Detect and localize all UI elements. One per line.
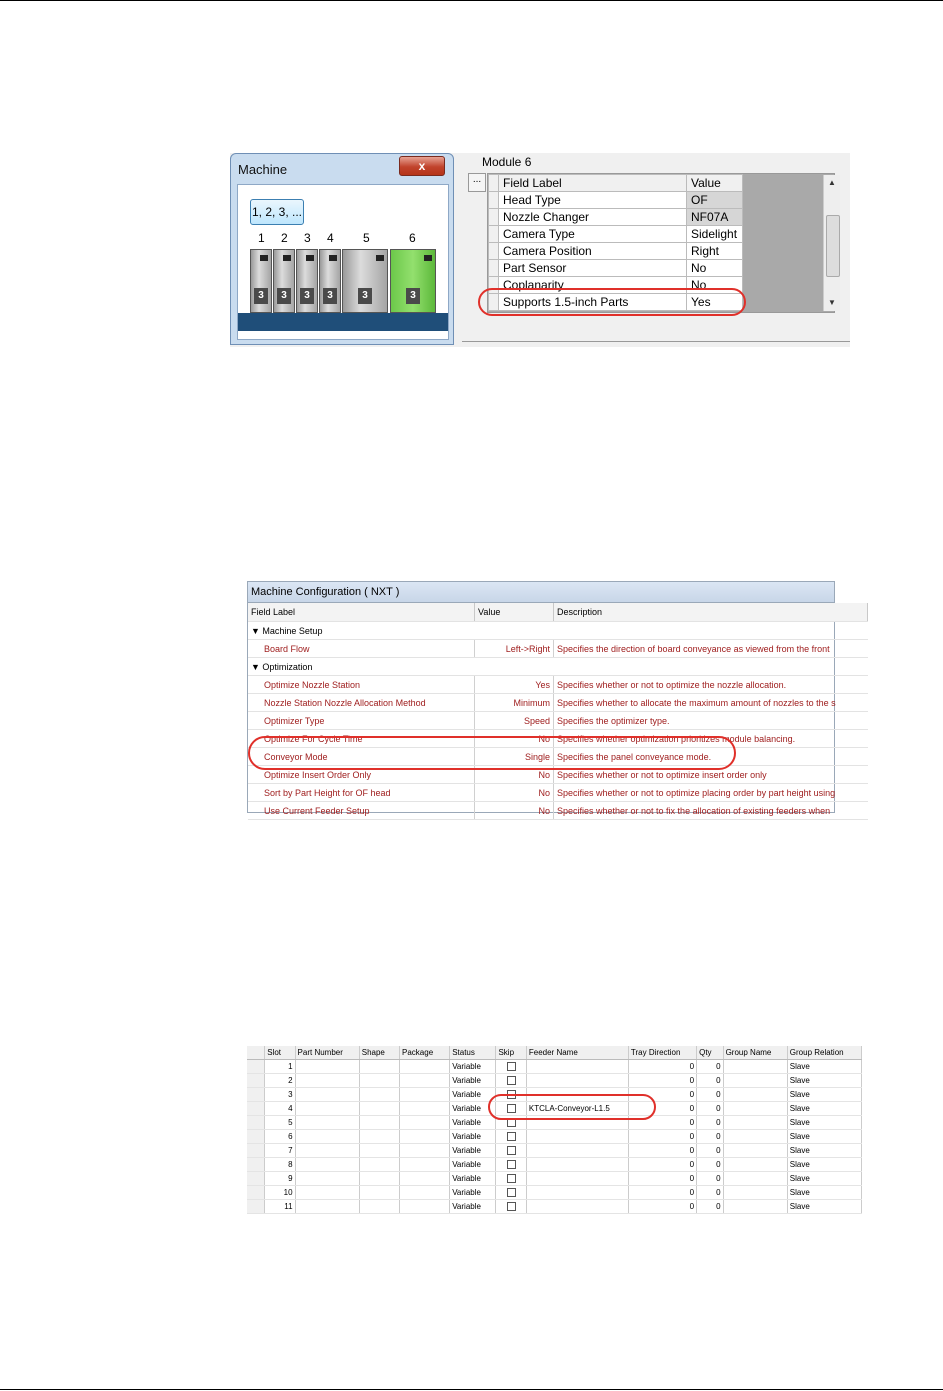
field-label-header: Field Label	[499, 175, 687, 192]
feeder-name-cell	[526, 1144, 628, 1158]
grid-row[interactable]	[489, 226, 743, 243]
shape-cell	[359, 1060, 399, 1074]
row-header-cell	[247, 1158, 265, 1172]
skip-header: Skip	[496, 1046, 526, 1060]
field-label: Nozzle Changer	[499, 209, 687, 226]
field-value: Right	[687, 243, 743, 260]
group-name-cell	[723, 1088, 787, 1102]
slot-number: 7	[265, 1144, 295, 1158]
status-led	[260, 255, 268, 261]
shape-cell	[359, 1088, 399, 1102]
shape-cell	[359, 1130, 399, 1144]
checkbox-icon[interactable]	[507, 1132, 516, 1141]
module-1[interactable]	[250, 249, 272, 313]
field-value: No	[475, 802, 554, 820]
skip-checkbox[interactable]	[496, 1144, 526, 1158]
row-header-cell	[247, 1200, 265, 1214]
grid-row[interactable]	[489, 209, 743, 226]
conveyor-base	[238, 313, 448, 331]
tray-direction-cell: 0	[628, 1172, 696, 1186]
part-number-cell	[295, 1158, 359, 1172]
tray-direction-cell: 0	[628, 1088, 696, 1102]
group-relation-cell: Slave	[787, 1158, 861, 1172]
package-cell	[400, 1116, 450, 1130]
config-table	[248, 603, 868, 820]
checkbox-icon[interactable]	[507, 1076, 516, 1085]
package-cell	[400, 1074, 450, 1088]
value-header: Value	[475, 603, 554, 622]
module-number-6: 6	[409, 231, 416, 245]
status-header: Status	[450, 1046, 496, 1060]
slot-grid-screenshot	[247, 1046, 862, 1211]
package-cell	[400, 1130, 450, 1144]
status-cell: Variable	[450, 1186, 496, 1200]
slot-number: 10	[265, 1186, 295, 1200]
group-row-optimization[interactable]	[248, 658, 868, 676]
config-title: Machine Configuration ( NXT )	[248, 582, 834, 603]
tray-direction-cell: 0	[628, 1144, 696, 1158]
description-header: Description	[554, 603, 868, 622]
row-header-cell	[489, 192, 499, 209]
row-header-cell	[489, 260, 499, 277]
checkbox-icon[interactable]	[507, 1174, 516, 1183]
slot-number: 6	[265, 1130, 295, 1144]
field-label: Head Type	[499, 192, 687, 209]
field-label: Coplanarity	[499, 277, 687, 294]
module-3[interactable]	[296, 249, 318, 313]
row-header-cell	[247, 1046, 265, 1060]
part-number-cell	[295, 1200, 359, 1214]
slot-row[interactable]	[247, 1074, 862, 1088]
status-cell: Variable	[450, 1172, 496, 1186]
status-cell: Variable	[450, 1158, 496, 1172]
highlight-ring	[478, 288, 746, 316]
field-label: Sort by Part Height for OF head	[248, 784, 475, 802]
qty-cell: 0	[697, 1116, 723, 1130]
vertical-scrollbar[interactable]	[823, 175, 840, 311]
module-number-5: 5	[363, 231, 370, 245]
skip-checkbox[interactable]	[496, 1074, 526, 1088]
shape-cell	[359, 1158, 399, 1172]
slot-number: 8	[265, 1158, 295, 1172]
row-header-cell	[489, 175, 499, 192]
field-value: No	[475, 730, 554, 748]
shape-cell	[359, 1144, 399, 1158]
module-6[interactable]	[390, 249, 436, 313]
field-value: Left->Right	[475, 640, 554, 658]
slot-row[interactable]	[247, 1130, 862, 1144]
status-led	[306, 255, 314, 261]
config-row[interactable]	[248, 802, 868, 820]
status-led	[329, 255, 337, 261]
group-name-cell	[723, 1102, 787, 1116]
qty-cell: 0	[697, 1130, 723, 1144]
tray-direction-cell: 0	[628, 1130, 696, 1144]
part-number-cell	[295, 1186, 359, 1200]
slot-row[interactable]	[247, 1172, 862, 1186]
field-description: Specifies whether optimization prioritizes module balancing.	[554, 730, 868, 748]
status-cell: Variable	[450, 1200, 496, 1214]
qty-cell: 0	[697, 1102, 723, 1116]
grid-row[interactable]	[489, 243, 743, 260]
field-value: Speed	[475, 712, 554, 730]
status-cell: Variable	[450, 1116, 496, 1130]
config-row[interactable]	[248, 676, 868, 694]
module-badge: 3	[277, 288, 291, 304]
shape-cell	[359, 1172, 399, 1186]
scroll-down-icon[interactable]: ▼	[828, 298, 836, 307]
grid-header-row	[489, 175, 743, 192]
slot-number: 5	[265, 1116, 295, 1130]
module-badge: 3	[254, 288, 268, 304]
field-label: Optimizer Type	[248, 712, 475, 730]
feeder-name-cell	[526, 1172, 628, 1186]
group-name-header: Group Name	[723, 1046, 787, 1060]
config-header-row	[248, 603, 868, 622]
machine-window	[230, 153, 454, 345]
ellipsis-button[interactable]: ...	[468, 173, 486, 192]
field-label: Board Flow	[248, 640, 475, 658]
field-value: No	[687, 277, 743, 294]
shape-cell	[359, 1116, 399, 1130]
qty-cell: 0	[697, 1074, 723, 1088]
qty-cell: 0	[697, 1144, 723, 1158]
row-header-cell	[247, 1074, 265, 1088]
field-value: Minimum	[475, 694, 554, 712]
field-description: Specifies whether or not to optimize the nozzle allocation.	[554, 676, 868, 694]
tray-direction-cell: 0	[628, 1060, 696, 1074]
checkbox-icon[interactable]	[507, 1188, 516, 1197]
part-number-cell	[295, 1074, 359, 1088]
tray-direction-cell: 0	[628, 1186, 696, 1200]
scroll-up-icon[interactable]: ▲	[828, 178, 836, 187]
field-value: Yes	[475, 676, 554, 694]
package-cell	[400, 1102, 450, 1116]
group-name-cell	[723, 1116, 787, 1130]
slot-number: 1	[265, 1060, 295, 1074]
field-value: NF07A	[687, 209, 743, 226]
qty-cell: 0	[697, 1172, 723, 1186]
machine-module-screenshot	[230, 153, 850, 347]
field-value: No	[475, 766, 554, 784]
slot-row[interactable]	[247, 1060, 862, 1074]
slot-row[interactable]	[247, 1144, 862, 1158]
part-number-header: Part Number	[295, 1046, 359, 1060]
module-number-4: 4	[327, 231, 334, 245]
group-relation-cell: Slave	[787, 1102, 861, 1116]
module-badge: 3	[300, 288, 314, 304]
group-relation-cell: Slave	[787, 1172, 861, 1186]
field-label: Optimize For Cycle Time	[248, 730, 475, 748]
row-header-cell	[247, 1088, 265, 1102]
checkbox-icon[interactable]	[507, 1202, 516, 1211]
module-number-1: 1	[258, 231, 265, 245]
machine-window-title: Machine	[238, 162, 288, 177]
value-header: Value	[687, 175, 743, 192]
skip-checkbox[interactable]	[496, 1172, 526, 1186]
module-group-label: Module 6	[482, 155, 532, 169]
field-label: Part Sensor	[499, 260, 687, 277]
slot-number: 2	[265, 1074, 295, 1088]
checkbox-icon[interactable]	[507, 1160, 516, 1169]
module-number-2: 2	[281, 231, 288, 245]
field-description: Specifies the direction of board conveyance as viewed from the front	[554, 640, 868, 658]
group-name-cell	[723, 1186, 787, 1200]
row-header-cell	[247, 1144, 265, 1158]
checkbox-icon[interactable]	[507, 1146, 516, 1155]
field-label: Supports 1.5-inch Parts	[499, 294, 687, 311]
module-5[interactable]	[342, 249, 388, 313]
slot-header: Slot	[265, 1046, 295, 1060]
package-cell	[400, 1088, 450, 1102]
row-header-cell	[247, 1116, 265, 1130]
field-description: Specifies the panel conveyance mode.	[554, 748, 868, 766]
group-relation-cell: Slave	[787, 1186, 861, 1200]
group-name-cell	[723, 1158, 787, 1172]
qty-cell: 0	[697, 1060, 723, 1074]
tray-direction-cell: 0	[628, 1200, 696, 1214]
tab-strip	[462, 341, 850, 348]
grid-row[interactable]	[489, 260, 743, 277]
status-cell: Variable	[450, 1102, 496, 1116]
feeder-name-header: Feeder Name	[526, 1046, 628, 1060]
status-led	[424, 255, 432, 261]
skip-checkbox[interactable]	[496, 1060, 526, 1074]
part-number-cell	[295, 1144, 359, 1158]
group-relation-cell: Slave	[787, 1130, 861, 1144]
tray-direction-cell: 0	[628, 1074, 696, 1088]
row-header-cell	[489, 243, 499, 260]
part-number-cell	[295, 1116, 359, 1130]
skip-checkbox[interactable]	[496, 1186, 526, 1200]
tray-direction-cell: 0	[628, 1102, 696, 1116]
group-row-machine-setup[interactable]	[248, 622, 868, 640]
config-row[interactable]	[248, 694, 868, 712]
module-badge: 3	[406, 288, 420, 304]
part-number-cell	[295, 1060, 359, 1074]
skip-checkbox[interactable]	[496, 1130, 526, 1144]
field-label: Optimize Nozzle Station	[248, 676, 475, 694]
skip-checkbox[interactable]	[496, 1158, 526, 1172]
qty-cell: 0	[697, 1158, 723, 1172]
skip-checkbox[interactable]	[496, 1200, 526, 1214]
slot-row[interactable]	[247, 1158, 862, 1172]
machine-configuration-screenshot	[247, 581, 836, 816]
slot-number: 3	[265, 1088, 295, 1102]
field-description: Specifies the optimizer type.	[554, 712, 868, 730]
package-cell	[400, 1144, 450, 1158]
feeder-name-cell: KTCLA-Conveyor-L1.5	[526, 1102, 628, 1116]
row-header-cell	[247, 1172, 265, 1186]
package-cell	[400, 1186, 450, 1200]
module-number-3: 3	[304, 231, 311, 245]
status-cell: Variable	[450, 1060, 496, 1074]
feeder-name-cell	[526, 1186, 628, 1200]
field-value: No	[475, 784, 554, 802]
qty-cell: 0	[697, 1200, 723, 1214]
highlight-ring	[248, 736, 736, 770]
package-cell	[400, 1060, 450, 1074]
group-relation-header: Group Relation	[787, 1046, 861, 1060]
row-header-cell	[489, 209, 499, 226]
qty-cell: 0	[697, 1088, 723, 1102]
slot-header-row	[247, 1046, 862, 1060]
part-number-cell	[295, 1088, 359, 1102]
slot-number: 11	[265, 1200, 295, 1214]
field-value: Yes	[687, 294, 743, 311]
package-header: Package	[400, 1046, 450, 1060]
part-number-cell	[295, 1102, 359, 1116]
feeder-name-cell	[526, 1074, 628, 1088]
row-header-cell	[489, 226, 499, 243]
field-description: Specifies whether or not to fix the allocation of existing feeders when	[554, 802, 868, 820]
qty-cell: 0	[697, 1186, 723, 1200]
row-header-cell	[247, 1102, 265, 1116]
group-name-cell	[723, 1060, 787, 1074]
group-relation-cell: Slave	[787, 1116, 861, 1130]
bottom-rule	[0, 1389, 943, 1390]
shape-cell	[359, 1186, 399, 1200]
package-cell	[400, 1200, 450, 1214]
group-relation-cell: Slave	[787, 1144, 861, 1158]
module-badge: 3	[323, 288, 337, 304]
feeder-name-cell	[526, 1060, 628, 1074]
tray-direction-header: Tray Direction	[628, 1046, 696, 1060]
status-cell: Variable	[450, 1144, 496, 1158]
grid-row[interactable]	[489, 192, 743, 209]
group-relation-cell: Slave	[787, 1200, 861, 1214]
slot-number: 9	[265, 1172, 295, 1186]
group-name-cell	[723, 1144, 787, 1158]
field-label: Conveyor Mode	[248, 748, 475, 766]
row-header-cell	[247, 1130, 265, 1144]
row-header-cell	[247, 1060, 265, 1074]
field-value: Single	[475, 748, 554, 766]
package-cell	[400, 1172, 450, 1186]
group-label: ▼ Machine Setup	[248, 622, 868, 640]
group-relation-cell: Slave	[787, 1074, 861, 1088]
qty-header: Qty	[697, 1046, 723, 1060]
field-value: Sidelight	[687, 226, 743, 243]
module-2[interactable]	[273, 249, 295, 313]
field-label: Optimize Insert Order Only	[248, 766, 475, 784]
field-value: No	[687, 260, 743, 277]
shape-cell	[359, 1074, 399, 1088]
slot-table	[247, 1046, 862, 1214]
field-label: Camera Type	[499, 226, 687, 243]
config-row[interactable]	[248, 712, 868, 730]
slot-row[interactable]	[247, 1186, 862, 1200]
group-relation-cell: Slave	[787, 1060, 861, 1074]
group-name-cell	[723, 1200, 787, 1214]
group-label: ▼ Optimization	[248, 658, 868, 676]
top-rule	[0, 0, 943, 1]
part-number-cell	[295, 1172, 359, 1186]
group-name-cell	[723, 1130, 787, 1144]
module-badge: 3	[358, 288, 372, 304]
config-row[interactable]	[248, 784, 868, 802]
highlight-ring	[488, 1094, 656, 1120]
numbering-button[interactable]: 1, 2, 3, ...	[250, 199, 304, 225]
feeder-name-cell	[526, 1158, 628, 1172]
shape-cell	[359, 1102, 399, 1116]
field-description: Specifies whether or not to optimize insert order only	[554, 766, 868, 784]
checkbox-icon[interactable]	[507, 1062, 516, 1071]
field-value: OF	[687, 192, 743, 209]
part-number-cell	[295, 1130, 359, 1144]
status-cell: Variable	[450, 1074, 496, 1088]
feeder-name-cell	[526, 1130, 628, 1144]
group-name-cell	[723, 1074, 787, 1088]
machine-layout	[237, 184, 449, 340]
field-label: Use Current Feeder Setup	[248, 802, 475, 820]
module-4[interactable]	[319, 249, 341, 313]
config-row[interactable]	[248, 640, 868, 658]
shape-cell	[359, 1200, 399, 1214]
slot-number: 4	[265, 1102, 295, 1116]
tray-direction-cell: 0	[628, 1116, 696, 1130]
status-cell: Variable	[450, 1088, 496, 1102]
field-label: Nozzle Station Nozzle Allocation Method	[248, 694, 475, 712]
field-description: Specifies whether or not to optimize placing order by part height using	[554, 784, 868, 802]
status-cell: Variable	[450, 1130, 496, 1144]
status-led	[283, 255, 291, 261]
package-cell	[400, 1158, 450, 1172]
scrollbar-thumb[interactable]	[826, 215, 840, 277]
row-header-cell	[247, 1186, 265, 1200]
close-button[interactable]: x	[399, 156, 445, 176]
status-led	[376, 255, 384, 261]
group-relation-cell: Slave	[787, 1088, 861, 1102]
field-label-header: Field Label	[248, 603, 475, 622]
slot-row[interactable]	[247, 1200, 862, 1214]
field-description: Specifies whether to allocate the maximum amount of nozzles to the s	[554, 694, 868, 712]
tray-direction-cell: 0	[628, 1158, 696, 1172]
shape-header: Shape	[359, 1046, 399, 1060]
field-label: Camera Position	[499, 243, 687, 260]
group-name-cell	[723, 1172, 787, 1186]
module-properties-panel	[462, 153, 850, 347]
feeder-name-cell	[526, 1200, 628, 1214]
